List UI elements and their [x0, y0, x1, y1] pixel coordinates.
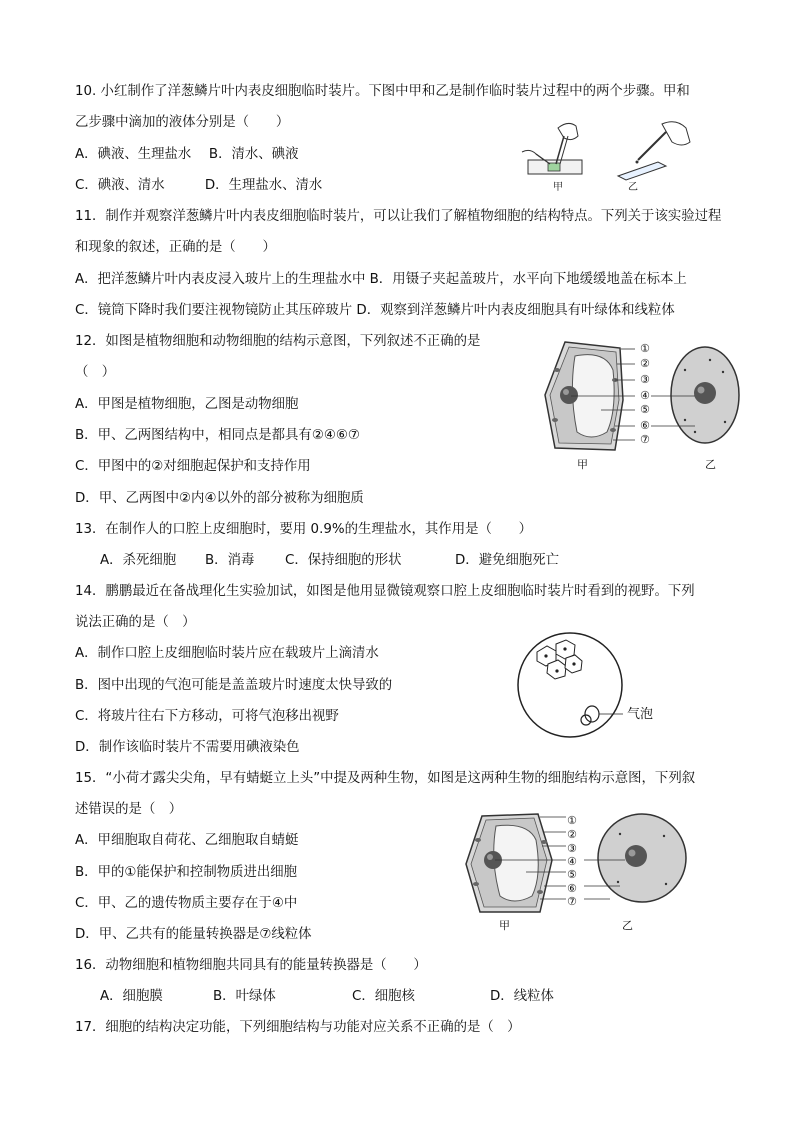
q15-label-7: ⑦ — [567, 895, 577, 908]
q15-label-yi: 乙 — [622, 919, 633, 932]
q16-option-d: D．线粒体 — [490, 989, 554, 1004]
q12-label-4: ④ — [640, 389, 650, 402]
q13-option-d: D．避免细胞死亡 — [455, 553, 560, 568]
q10-option-cd: C．碘液、清水 D．生理盐水、清水 — [75, 178, 323, 193]
q14-option-c: C．将玻片往右下方移动，可将气泡移出视野 — [75, 709, 339, 724]
q17-stem: 17．细胞的结构决定功能，下列细胞结构与功能对应关系不正确的是（ ） — [75, 1020, 521, 1035]
q15-label-5: ⑤ — [567, 868, 577, 881]
animal-cell-illustration — [671, 347, 739, 443]
q12-label-2: ② — [640, 357, 650, 370]
q11-stem-line2: 和现象的叙述，正确的是（ ） — [75, 240, 276, 255]
q13-stem: 13．在制作人的口腔上皮细胞时，要用 0.9%的生理盐水，其作用是（ ） — [75, 522, 533, 537]
q15-cell-diagram — [460, 812, 700, 917]
q15-label-1: ① — [567, 814, 577, 827]
q12-label-6: ⑥ — [640, 419, 650, 432]
q16-stem: 16．动物细胞和植物细胞共同具有的能量转换器是（ ） — [75, 958, 427, 973]
q10-slide-steps-figure — [520, 118, 700, 193]
q12-label-jia: 甲 — [577, 458, 588, 471]
q13-option-a: A．杀死细胞 — [100, 553, 177, 568]
q12-option-b: B．甲、乙两图结构中，相同点是都具有②④⑥⑦ — [75, 428, 360, 443]
q12-stem-line1: 12．如图是植物细胞和动物细胞的结构示意图，下列叙述不正确的是 — [75, 334, 481, 349]
q15-label-2: ② — [567, 828, 577, 841]
q14-option-a: A．制作口腔上皮细胞临时装片应在载玻片上滴清水 — [75, 646, 379, 661]
q15-option-d: D．甲、乙共有的能量转换器是⑦线粒体 — [75, 927, 312, 942]
q12-option-c: C．甲图中的②对细胞起保护和支持作用 — [75, 459, 311, 474]
q12-option-d: D．甲、乙两图中②内④以外的部分被称为细胞质 — [75, 491, 364, 506]
step-jia-illustration — [522, 123, 582, 174]
plant-cell-illustration — [466, 814, 552, 912]
q11-option-cd: C．镜筒下降时我们要注视物镜防止其压碎玻片 D．观察到洋葱鳞片叶内表皮细胞具有叶绿体和线粒体 — [75, 303, 675, 318]
q15-label-3: ③ — [567, 842, 577, 855]
q12-label-yi: 乙 — [705, 458, 716, 471]
q14-microscope-view — [515, 630, 625, 740]
q13-option-c: C．保持细胞的形状 — [285, 553, 402, 568]
q15-option-a: A．甲细胞取自荷花、乙细胞取自蜻蜓 — [75, 833, 299, 848]
q16-option-b: B．叶绿体 — [213, 989, 276, 1004]
q14-option-d: D．制作该临时装片不需要用碘液染色 — [75, 740, 300, 755]
q10-option-ab: A．碘液、生理盐水 B．清水、碘液 — [75, 147, 299, 162]
q15-label-jia: 甲 — [499, 919, 510, 932]
q14-option-b: B．图中出现的气泡可能是盖盖玻片时速度太快导致的 — [75, 678, 393, 693]
q12-label-3: ③ — [640, 373, 650, 386]
q12-stem-line2: （ ） — [75, 365, 116, 380]
q12-label-7: ⑦ — [640, 433, 650, 446]
q15-option-c: C．甲、乙的遗传物质主要存在于④中 — [75, 896, 298, 911]
q12-label-1: ① — [640, 342, 650, 355]
q11-stem-line1: 11．制作并观察洋葱鳞片叶内表皮细胞临时装片，可以让我们了解植物细胞的结构特点。下列关于该实验过程 — [75, 209, 722, 224]
q15-option-b: B．甲的①能保护和控制物质进出细胞 — [75, 865, 298, 880]
q10-stem-line2: 乙步骤中滴加的液体分别是（ ） — [75, 115, 290, 130]
step-yi-illustration — [618, 122, 690, 180]
q12-option-a: A．甲图是植物细胞，乙图是动物细胞 — [75, 397, 299, 412]
q15-stem-line2: 述错误的是（ ） — [75, 802, 183, 817]
q10-figure-label-jia: 甲 — [553, 182, 563, 193]
q11-option-ab: A．把洋葱鳞片叶内表皮浸入玻片上的生理盐水中 B．用镊子夹起盖玻片，水平向下地缓缓地盖在标本上 — [75, 272, 687, 287]
q14-stem-line1: 14．鹏鹏最近在备战理化生实验加试，如图是他用显微镜观察口腔上皮细胞临时装片时看到的视野。下列 — [75, 584, 695, 599]
q14-stem-line2: 说法正确的是（ ） — [75, 615, 196, 630]
q16-option-c: C．细胞核 — [352, 989, 415, 1004]
q10-figure-label-yi: 乙 — [628, 182, 638, 193]
q15-label-6: ⑥ — [567, 882, 577, 895]
q12-label-5: ⑤ — [640, 403, 650, 416]
animal-cell-illustration — [598, 814, 686, 902]
q15-stem-line1: 15．“小荷才露尖尖角，早有蜻蜓立上头”中提及两种生物，如图是这两种生物的细胞结构示意图，下列叙 — [75, 771, 696, 786]
q13-option-b: B．消毒 — [205, 553, 255, 568]
q14-label-bubble: 气泡 — [627, 707, 654, 722]
q15-label-4: ④ — [567, 855, 577, 868]
q16-option-a: A．细胞膜 — [100, 989, 163, 1004]
q10-stem-line1: 10. 小红制作了洋葱鳞片叶内表皮细胞临时装片。下图中甲和乙是制作临时装片过程中的两个步骤。甲和 — [75, 84, 690, 99]
